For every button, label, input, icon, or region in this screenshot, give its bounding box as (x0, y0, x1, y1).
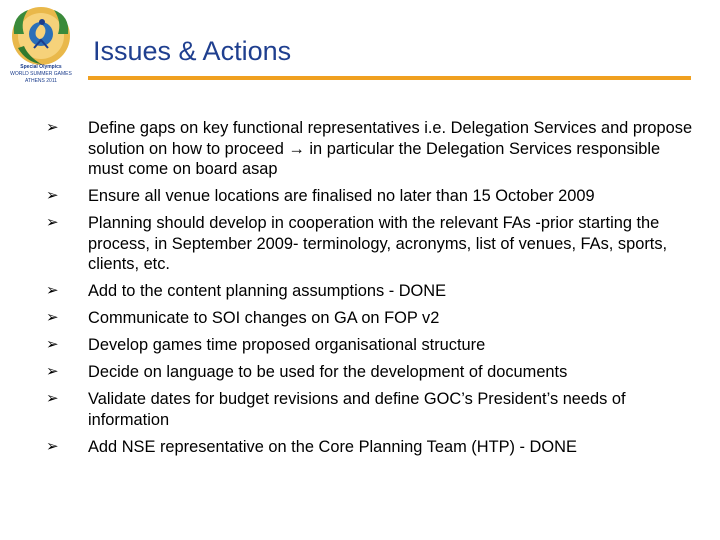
arrow-bullet-icon: ➢ (46, 363, 59, 380)
arrow-bullet-icon: ➢ (46, 309, 59, 326)
special-olympics-logo (6, 4, 76, 92)
list-item (46, 389, 696, 430)
list-item (46, 308, 696, 329)
list-item (46, 362, 696, 383)
arrow-bullet-icon: ➢ (46, 119, 59, 136)
list-item-text: Add to the content planning assumptions - DONE (88, 282, 447, 300)
arrow-bullet-icon: ➢ (46, 437, 59, 455)
list-item-text: Add NSE representative on the Core Planning Team (HTP) - DONE (88, 437, 577, 456)
list-item-text: Planning should develop in cooperation with the relevant FAs -prior starting the process, in September 2009- terminology, acronyms, list of venues, FAs, sports, clients, etc. (88, 214, 668, 273)
arrow-bullet-icon: ➢ (46, 214, 59, 231)
list-item (46, 213, 696, 275)
list-item-text: Decide on language to be used for the development of documents (88, 363, 568, 381)
logo-line-2: WORLD SUMMER GAMES (10, 71, 72, 77)
logo-emblem-icon (6, 4, 76, 68)
title-divider (88, 76, 691, 80)
page-title: Issues & Actions (93, 36, 292, 66)
arrow-bullet-icon: ➢ (46, 282, 59, 299)
list-item (46, 335, 696, 356)
list-item-text: Ensure all venue locations are finalised no later than 15 October 2009 (88, 187, 595, 205)
list-item-text: Define gaps on key functional representatives i.e. Delegation Services and propose solution on how to proceed → in particular the Delegation Services responsible must come on board asap (88, 119, 693, 178)
logo-line-3: ATHENS 2011 (24, 78, 58, 84)
arrow-bullet-icon: ➢ (46, 390, 59, 407)
logo-line-1: Special Olympics (20, 64, 62, 70)
list-item-text: Communicate to SOI changes on GA on FOP v2 (88, 309, 440, 327)
list-item (46, 437, 696, 458)
list-item (46, 281, 696, 302)
list-item-text: Develop games time proposed organisational structure (88, 336, 486, 354)
list-item-text: Validate dates for budget revisions and define GOC’s President’s needs of information (88, 390, 626, 429)
arrow-bullet-icon: ➢ (46, 336, 59, 353)
bullet-list (46, 118, 696, 464)
list-item (46, 186, 696, 207)
list-item (46, 118, 696, 180)
arrow-bullet-icon: ➢ (46, 187, 59, 204)
